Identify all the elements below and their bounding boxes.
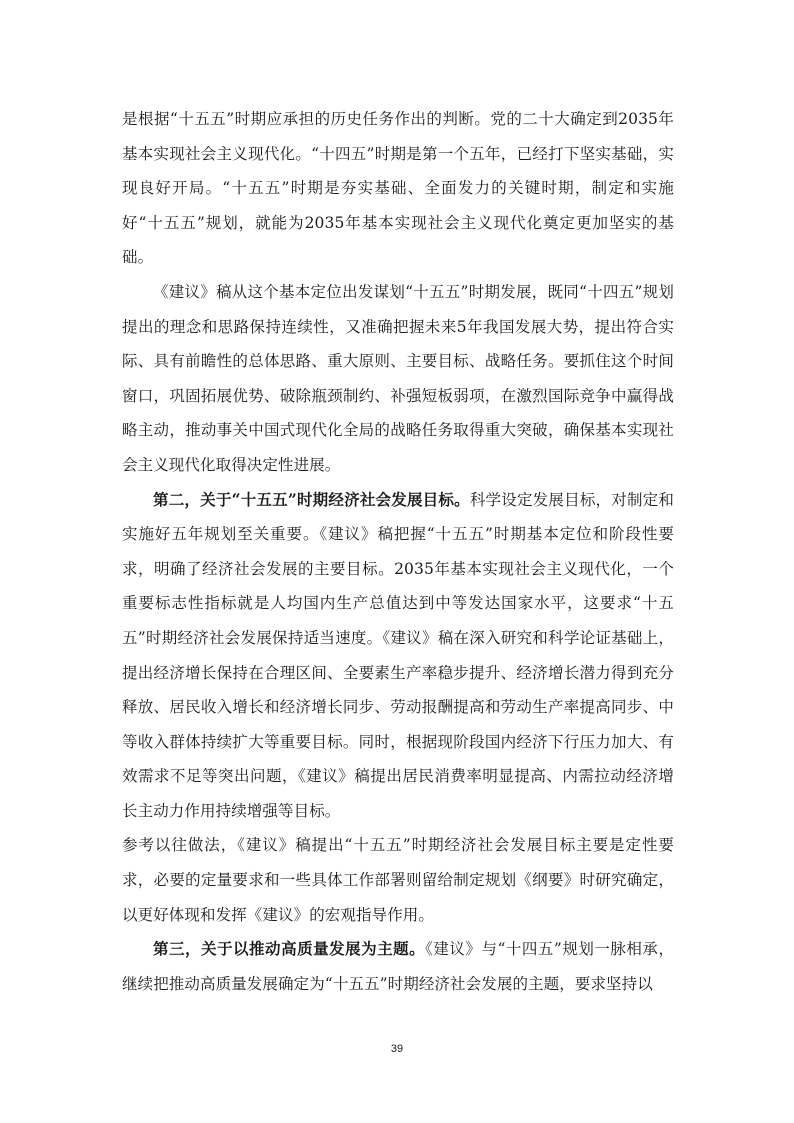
paragraph-2-text: 《建议》稿从这个基本定位出发谋划“十五五”时期发展，既同“十四五”规划提出的理念和思路保持连续性，又准确把握未来5年我国发展大势，提出符合实际、具有前瞻性的总体思路、重大原则、主要目标、战略任务。要抓住这个时间窗口，巩固拓展优势、破除瓶颈制约、补强短板弱项，在激烈国际竞争中赢得战略主动，推动事关中国式现代化全局的战略任务取得重大突破，确保基本实现社会主义现代化取得决定性进展。	[122, 282, 674, 474]
document-body	[122, 102, 674, 1001]
paragraph-2	[122, 275, 674, 483]
paragraph-4-text: 参考以往做法，《建议》稿提出“十五五”时期经济社会发展目标主要是定性要求，必要的定量要求和一些具体工作部署则留给制定规划《纲要》时研究确定，以更好体现和发挥《建议》的宏观指导作用。	[122, 836, 674, 924]
paragraph-3	[122, 483, 674, 829]
paragraph-3-text: 科学设定发展目标，对制定和实施好五年规划至关重要。《建议》稿把握“十五五”时期基本定位和阶段性要求，明确了经济社会发展的主要目标。2035年基本实现社会主义现代化，一个重要标志性指标就是人均国内生产总值达到中等发达国家水平，这要求“十五五”时期经济社会发展保持适当速度。《建议》稿在深入研究和科学论证基础上，提出经济增长保持在合理区间、全要素生产率稳步提升、经济增长潜力得到充分释放、居民收入增长和经济增长同步、劳动报酬提高和劳动生产率提高同步、中等收入群体持续扩大等重要目标。同时，根据现阶段国内经济下行压力加大、有效需求不足等突出问题，《建议》稿提出居民消费率明显提高、内需拉动经济增长主动力作用持续增强等目标。	[122, 490, 674, 820]
paragraph-4	[122, 828, 674, 932]
paragraph-5-heading: 第三，关于以推动高质量发展为主题。	[153, 939, 426, 959]
paragraph-1-text: 是根据“十五五”时期应承担的历史任务作出的判断。党的二十大确定到2035年基本实现社会主义现代化。“十四五”时期是第一个五年，已经打下坚实基础，实现良好开局。“十五五”时期是夯实基础、全面发力的关键时期，制定和实施好“十五五”规划，就能为2035年基本实现社会主义现代化奠定更加坚实的基础。	[122, 110, 674, 267]
paragraph-1	[122, 102, 674, 275]
paragraph-5	[122, 932, 674, 1001]
page-number: 39	[390, 1043, 404, 1055]
paragraph-3-heading: 第二，关于“十五五”时期经济社会发展目标。	[153, 489, 470, 509]
paragraph-5-text: 《建议》与“十四五”规划一脉相承，继续把推动高质量发展确定为“十五五”时期经济社会发展的主题，要求坚持以	[122, 940, 674, 993]
